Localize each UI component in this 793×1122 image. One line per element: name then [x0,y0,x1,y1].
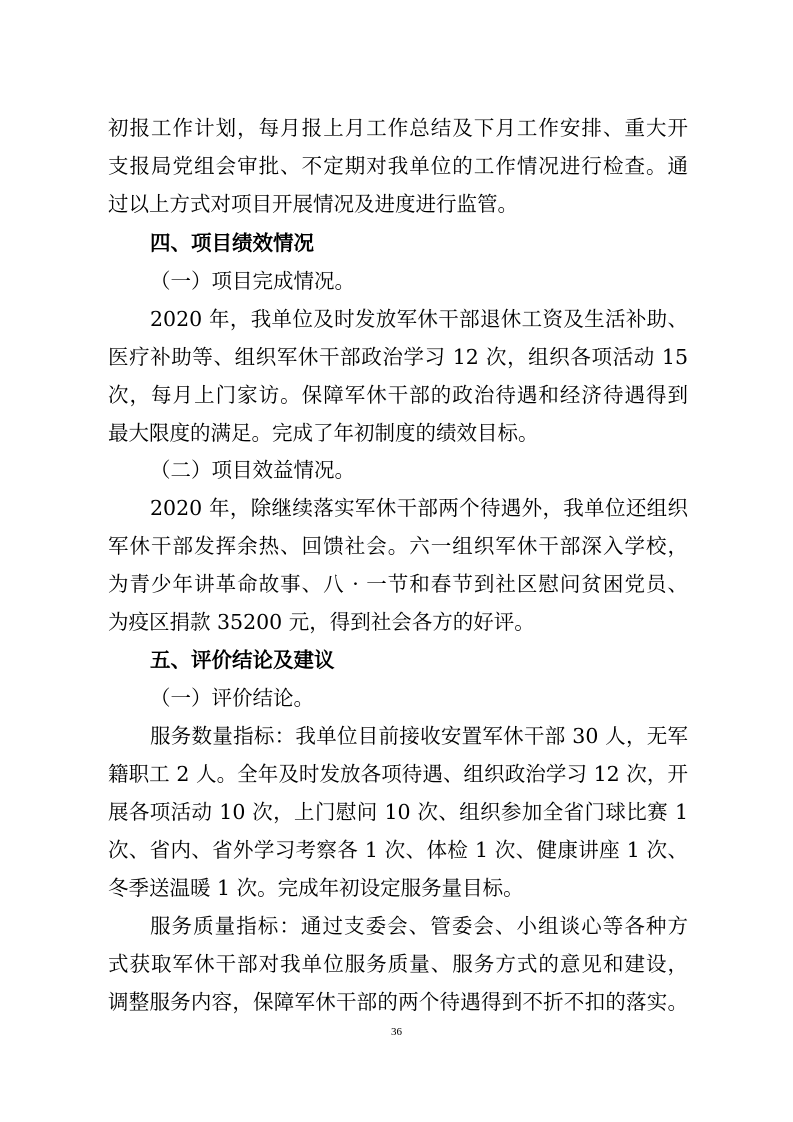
body-text-line: 2020 年，我单位及时发放军休干部退休工资及生活补助、 [150,307,688,331]
body-text-line: 冬季送温暖 1 次。完成年初设定服务量目标。 [108,876,524,900]
subsection-heading: （一）项目完成情况。 [150,269,355,293]
body-text-line: 次，每月上门家访。保障军休干部的政治待遇和经济待遇得到 [108,383,688,407]
body-text-line: 服务质量指标：通过支委会、管委会、小组谈心等各种方 [150,914,688,938]
body-text-line: 调整服务内容，保障军休干部的两个待遇得到不折不扣的落实。 [108,990,688,1014]
body-text-line: 籍职工 2 人。全年及时发放各项待遇、组织政治学习 12 次，开 [108,762,688,786]
body-text-line: 医疗补助等、组织军休干部政治学习 12 次，组织各项活动 15 [108,345,688,369]
section-heading: 四、项目绩效情况 [150,231,314,255]
body-text-line: 初报工作计划，每月报上月工作总结及下月工作安排、重大开 [108,116,688,140]
body-text-line: 展各项活动 10 次，上门慰问 10 次、组织参加全省门球比赛 1 [108,800,688,824]
body-text-line: 过以上方式对项目开展情况及进度进行监管。 [108,192,518,216]
subsection-heading: （二）项目效益情况。 [150,458,355,482]
body-text-line: 式获取军休干部对我单位服务质量、服务方式的意见和建设， [108,952,688,976]
body-text-line: 军休干部发挥余热、回馈社会。六一组织军休干部深入学校， [108,534,688,558]
subsection-heading: （一）评价结论。 [150,686,314,710]
body-text-line: 2020 年，除继续落实军休干部两个待遇外，我单位还组织 [150,496,688,520]
page-number: 36 [391,1026,402,1038]
body-text-line: 服务数量指标：我单位目前接收安置军休干部 30 人，无军 [150,724,688,748]
body-text-line: 支报局党组会审批、不定期对我单位的工作情况进行检查。通 [108,154,688,178]
section-heading: 五、评价结论及建议 [150,648,335,672]
body-text-line: 为青少年讲革命故事、八 · 一节和春节到社区慰问贫困党员、 [108,572,688,596]
body-text-line: 次、省内、省外学习考察各 1 次、体检 1 次、健康讲座 1 次、 [108,838,688,862]
body-text-line: 为疫区捐款 35200 元，得到社会各方的好评。 [108,610,535,634]
body-text-line: 最大限度的满足。完成了年初制度的绩效目标。 [108,421,539,445]
